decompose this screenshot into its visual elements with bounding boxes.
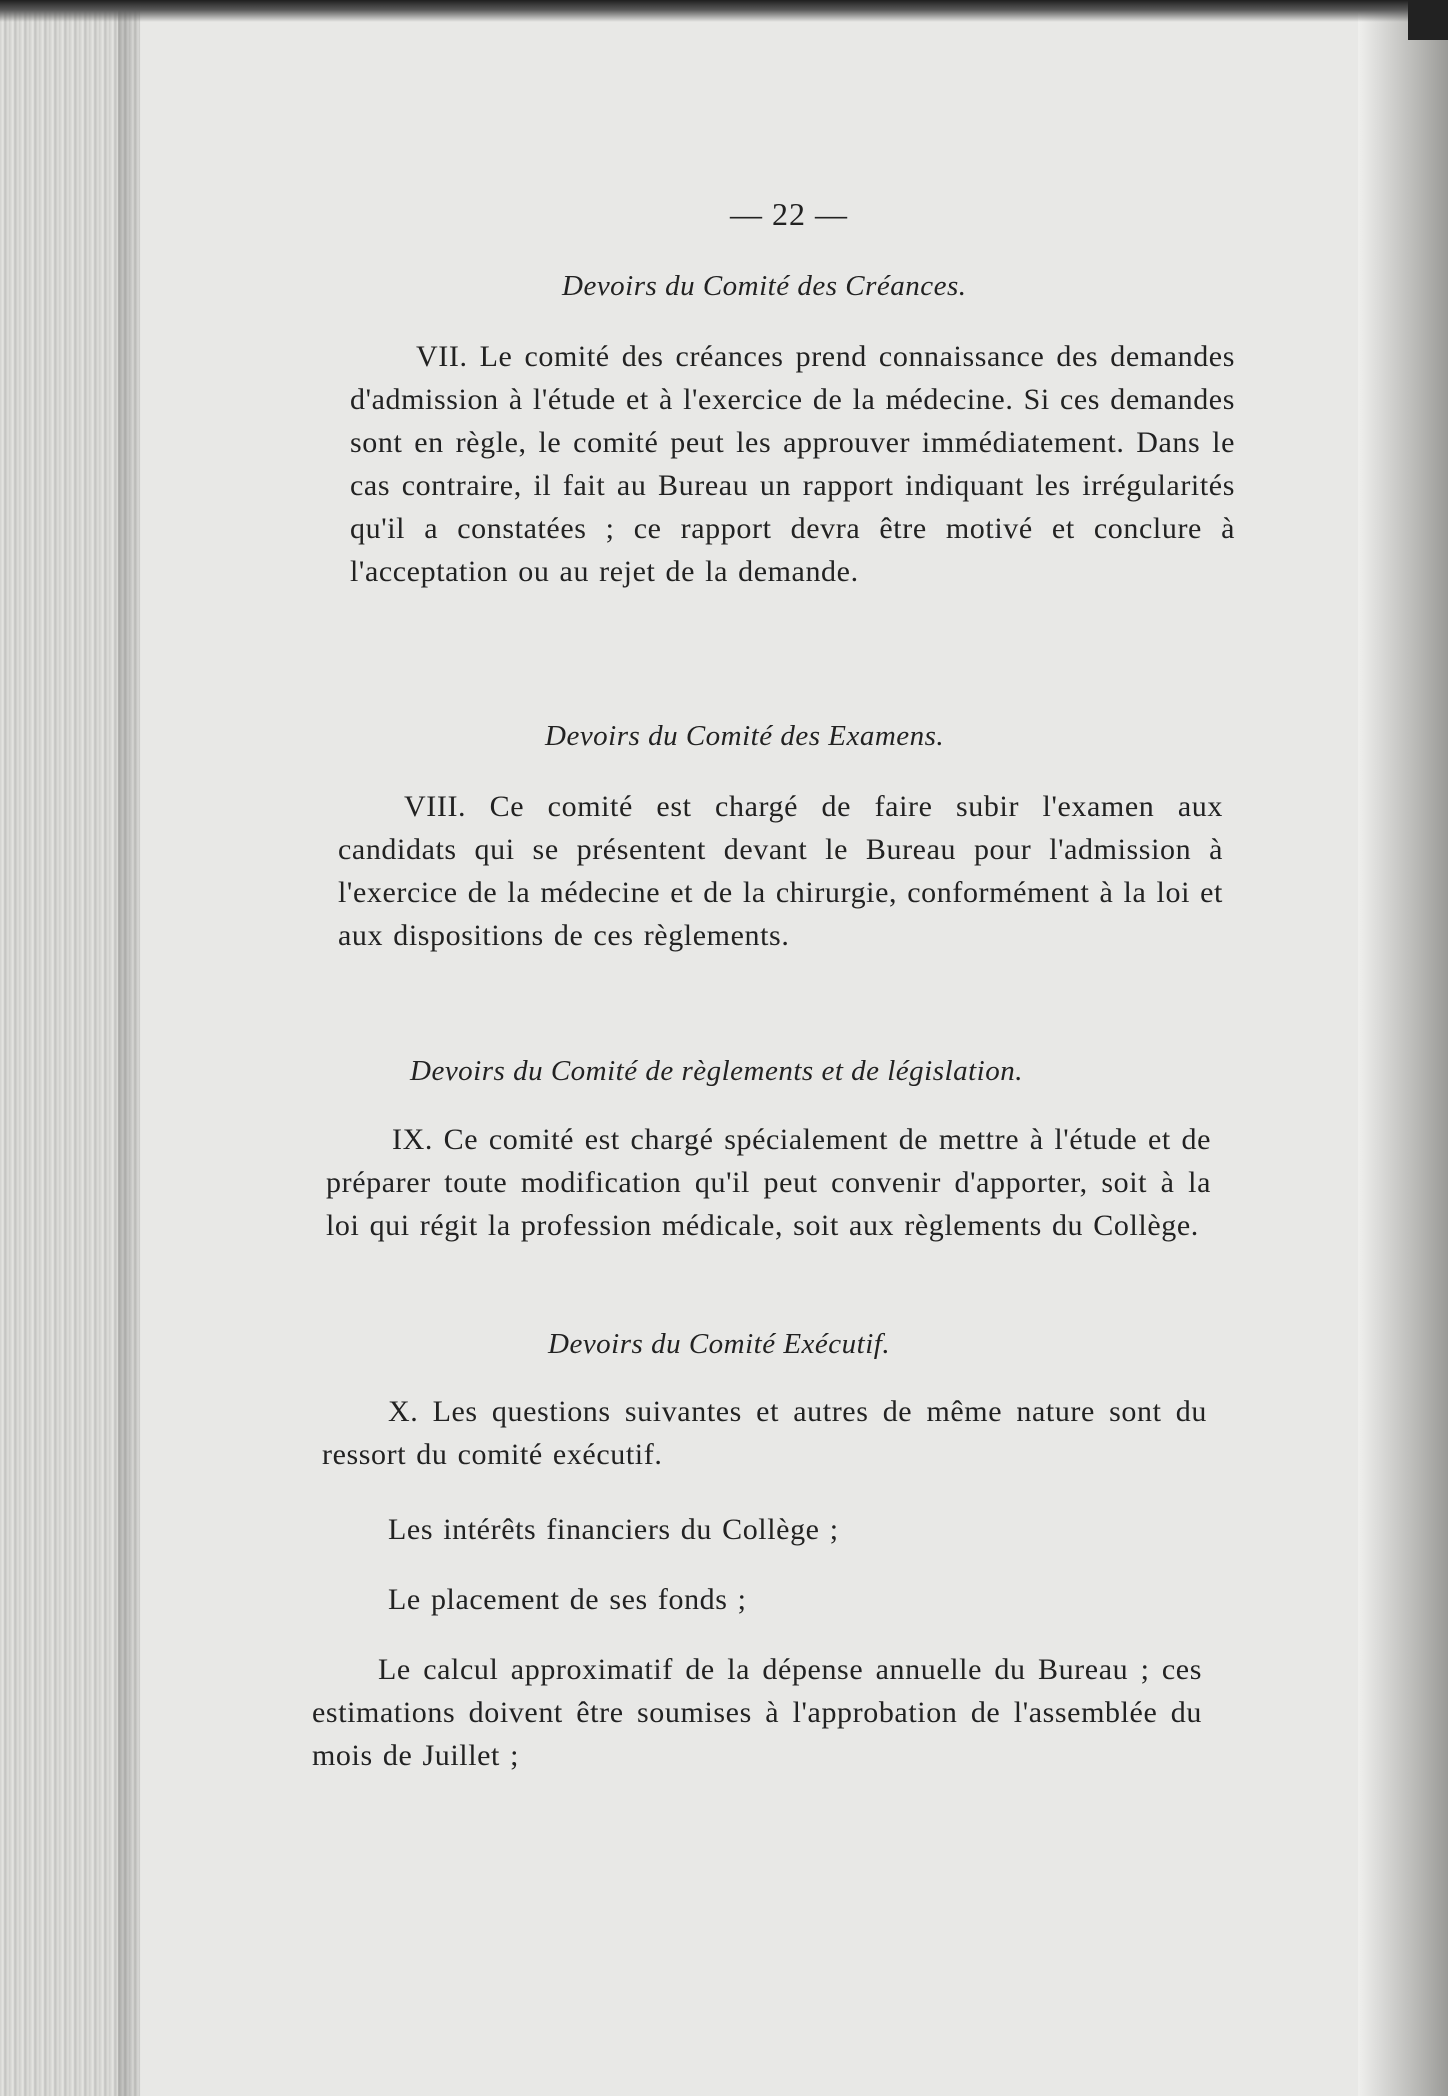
paragraph-ix: IX. Ce comité est chargé spécialement de mettre à l'étude et de préparer toute modification qu'il peut convenir d'apporter, soit à la loi qui régit la profession médicale, soit aux règlements du Collège. xyxy=(326,1123,1211,1242)
paragraph-vii: VII. Le comité des créances prend connaissance des demandes d'admission à l'étude et à l'exercice de la médecine. Si ces demandes sont en règle, le comité peut les approuver immédiatement. Dans le cas contraire, il fait au Bureau un rapport indiquant les irrégularités qu'il a constatées ; ce rapport devra être motivé et conclure à l'acceptation ou au rejet de la demande. xyxy=(350,340,1235,588)
page-number: — 22 — xyxy=(730,196,848,232)
paragraph-x: X. Les questions suivantes et autres de même nature sont du ressort du comité exécutif. xyxy=(322,1395,1207,1471)
paragraph-calcul: Le calcul approximatif de la dépense annuelle du Bureau ; ces estimations doivent être soumises à l'approbation de l'assemblée du mois de Juillet ; xyxy=(312,1653,1202,1772)
paragraph-placement: Le placement de ses fonds ; xyxy=(388,1583,747,1616)
paragraph-viii: VIII. Ce comité est chargé de faire subir l'examen aux candidats qui se présentent devant le Bureau pour l'admission à l'exercice de la médecine et de la chirurgie, conformément à la loi et aux dispositions de ces règlements. xyxy=(338,790,1223,952)
section-heading-executif: Devoirs du Comité Exécutif. xyxy=(548,1328,891,1360)
paragraph-interets: Les intérêts financiers du Collège ; xyxy=(388,1513,839,1546)
section-heading-examens: Devoirs du Comité des Examens. xyxy=(545,720,945,752)
section-heading-creances: Devoirs du Comité des Créances. xyxy=(562,270,967,302)
section-heading-reglements: Devoirs du Comité de règlements et de législation. xyxy=(410,1055,1023,1087)
